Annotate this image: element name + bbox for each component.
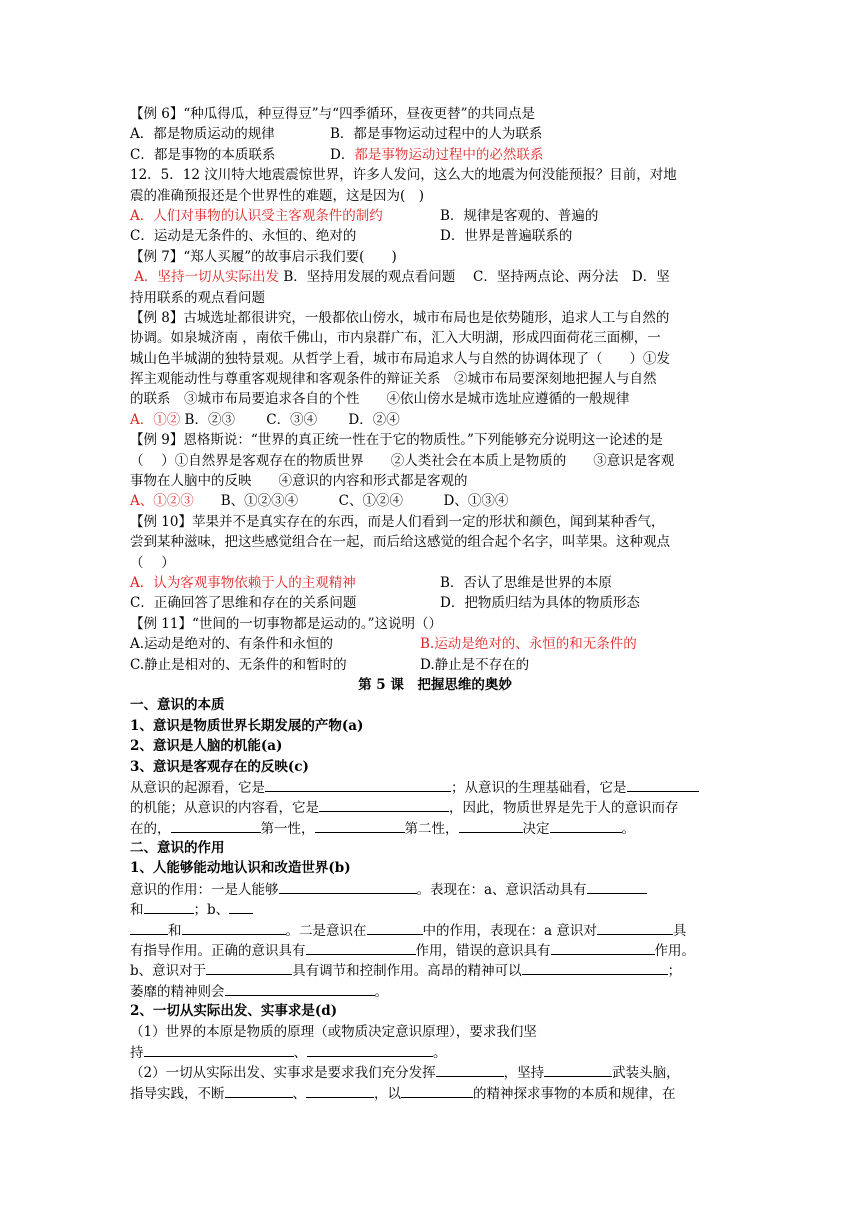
fill-text: 、: [292, 1085, 306, 1102]
example-11-options-cd: [130, 655, 740, 675]
option-a-answer: A．人们对事物的认识受主客观条件的制约: [130, 207, 383, 224]
answer-blank[interactable]: [306, 940, 416, 955]
section-2-heading: 二、意识的作用: [130, 840, 225, 857]
fill-text: 在的，: [130, 820, 171, 837]
question-12-line-1: 12．5．12 汶川特大地震震惊世界，许多人发问，这么大的地震为何没能预报？目前，对地: [130, 167, 677, 184]
example-10-line-3: （ ）: [130, 554, 175, 571]
answer-blank[interactable]: [315, 818, 405, 833]
options-bcd: B．②③ C．③④ D．②④: [180, 411, 400, 428]
answer-blank[interactable]: [587, 879, 647, 894]
option-a-answer: A．坚持一切从实际出发: [134, 269, 280, 286]
fill-paragraph-1-line-1: [130, 777, 740, 797]
fill-text: 从意识的起源看，它是: [130, 779, 265, 796]
option-d: D.静止是不存在的: [420, 656, 530, 673]
answer-blank[interactable]: [551, 940, 655, 955]
example-11-options-ab: [130, 634, 740, 654]
fill-paragraph-2-line-5: [130, 960, 740, 980]
fill-text: 、: [293, 1044, 307, 1061]
fill-paragraph-2-line-6: [130, 981, 740, 1001]
option-d-answer: 都是事物运动过程中的必然联系: [354, 146, 544, 163]
option-c: C．正确回答了思维和存在的关系问题: [130, 595, 357, 612]
fill-text: 和: [130, 902, 144, 919]
option-b: B．都是事物运动过程中的人为联系: [330, 126, 543, 143]
fill-text: （2）一切从实际出发、实事求是要求我们充分发挥: [130, 1065, 436, 1082]
section-1-heading: 一、意识的本质: [130, 697, 225, 714]
fill-text: ；从意识的生理基础看，它是: [451, 779, 627, 796]
option-a: A.运动是绝对的、有条件和永恒的: [130, 636, 334, 653]
answer-blank[interactable]: [319, 797, 449, 812]
question-12-options-cd: [130, 226, 740, 246]
example-8-line-3: 城山色半城湖的独特景观。从哲学上看，城市布局追求人与自然的协调体现了（ ）①发: [130, 350, 670, 367]
option-c: C．都是事物的本质联系: [130, 146, 276, 163]
answer-blank[interactable]: [279, 879, 417, 894]
fill-text: 萎靡的精神则会: [130, 983, 225, 1000]
option-a-answer: A．①②: [130, 411, 181, 428]
fill-text: 和: [168, 922, 182, 939]
options-bcd: B、①②③④ C、①②④ D、①③④: [193, 493, 509, 510]
fill-paragraph-2-line-2: [130, 899, 740, 919]
option-a-answer: A．认为客观事物依赖于人的主观精神: [130, 574, 356, 591]
option-b-answer: B.运动是绝对的、永恒的和无条件的: [420, 636, 637, 653]
answer-blank[interactable]: [144, 1042, 294, 1057]
fill-text: 的机能；从意识的内容看，它是: [130, 800, 319, 817]
fill-paragraph-3-line-2: [130, 1042, 740, 1062]
answer-blank[interactable]: [225, 1083, 293, 1098]
example-8-line-1: 【例 8】古城选址都很讲究，一般都依山傍水，城市布局也是依势随形，追求人工与自然的: [130, 309, 670, 326]
example-8-line-2: 协调。如泉城济南 ，南依千佛山，市内泉群广布，汇入大明湖，形成四面荷花三面柳，一: [130, 330, 661, 347]
fill-text: ，以: [374, 1085, 401, 1102]
fill-text: 武装头脑，: [612, 1065, 680, 1082]
fill-text: ；b、: [193, 902, 230, 919]
fill-text: 第一性，: [260, 820, 315, 837]
fill-paragraph-2-line-1: [130, 879, 740, 899]
answer-blank[interactable]: [436, 1062, 504, 1077]
example-10-line-1: 【例 10】苹果并不是真实存在的东西，而是人们看到一定的形状和颜色，闻到某种香气，: [130, 513, 665, 530]
fill-paragraph-4-line-1: [130, 1062, 740, 1082]
fill-text: 持: [130, 1044, 144, 1061]
fill-text: 具有调节和控制作用。高昂的精神可以: [292, 963, 522, 980]
answer-blank[interactable]: [225, 981, 375, 996]
example-6-options-ab: [130, 124, 740, 144]
fill-text: 。: [433, 1044, 447, 1061]
answer-blank[interactable]: [182, 920, 286, 935]
example-8-line-5: 的联系 ③城市布局要追求各自的个性 ④依山傍水是城市选址应遵循的一般规律: [130, 391, 630, 408]
example-6-options-cd: [130, 145, 740, 165]
answer-blank[interactable]: [229, 899, 253, 914]
option-d-letter: D．: [330, 146, 355, 163]
example-7-options: [130, 267, 740, 287]
example-9-options: [130, 491, 740, 511]
fill-text: 作用。: [654, 943, 695, 960]
fill-paragraph-2-line-4: [130, 940, 740, 960]
example-9-line-2: （ ）①自然界是客观存在的物质世界 ②人类社会在本质上是物质的 ③意识是客观: [130, 452, 675, 469]
answer-blank[interactable]: [206, 960, 292, 975]
fill-text: 。表现在：a、意识活动具有: [416, 881, 587, 898]
option-b: B．否认了思维是世界的本原: [440, 574, 612, 591]
lesson-title: 第 5 课 把握思维的奥妙: [358, 676, 512, 693]
fill-text: 中的作用，表现在：a 意识对: [422, 922, 597, 939]
section-1-point-1: 1、意识是物质世界长期发展的产物(a): [130, 717, 364, 734]
answer-blank[interactable]: [544, 1062, 612, 1077]
fill-paragraph-2-line-3: [130, 920, 740, 940]
option-d: D．世界是普遍联系的: [440, 228, 573, 245]
fill-text: 指导实践，不断: [130, 1085, 225, 1102]
option-a: A．都是物质运动的规律: [130, 126, 275, 143]
fill-text: 决定: [522, 820, 550, 837]
answer-blank[interactable]: [265, 777, 451, 792]
example-9-line-3: 事物在人脑中的反映 ④意识的内容和形式都是客观的: [130, 473, 468, 490]
answer-blank[interactable]: [522, 960, 668, 975]
option-c: C．运动是无条件的、永恒的、绝对的: [130, 228, 357, 245]
fill-paragraph-4-line-2: [130, 1083, 740, 1103]
fill-text: 意识的作用：一是人能够: [130, 881, 279, 898]
fill-text: 具: [672, 922, 687, 939]
section-1-point-3: 3、意识是客观存在的反映(c): [130, 758, 309, 775]
option-d: D．把物质归结为具体的物质形态: [440, 595, 640, 612]
answer-blank[interactable]: [627, 777, 699, 792]
fill-text: b、意识对于: [130, 963, 207, 980]
question-12-options-ab: [130, 206, 740, 226]
answer-blank[interactable]: [367, 920, 423, 935]
option-a-answer: A、①②③: [130, 493, 194, 510]
example-7-options-cont: 持用联系的观点看问题: [130, 289, 265, 306]
fill-paragraph-1-line-2: [130, 797, 740, 817]
fill-text: 。: [374, 983, 388, 1000]
example-8-options: [130, 410, 740, 430]
option-c: C.静止是相对的、无条件的和暂时的: [130, 656, 347, 673]
answer-blank[interactable]: [307, 1042, 433, 1057]
fill-text: ；: [667, 963, 682, 980]
example-6-question: 【例 6】“种瓜得瓜，种豆得豆”与“四季循环，昼夜更替”的共同点是: [130, 106, 535, 122]
example-7-question: 【例 7】“郑人买履”的故事启示我们要( ): [130, 248, 397, 265]
example-11-question: 【例 11】“世间的一切事物都是运动的。”这说明（）: [130, 615, 443, 632]
fill-text: 的精神探求事物的本质和规律，在: [473, 1085, 676, 1102]
fill-paragraph-3-line-1: （1）世界的本原是物质的原理（或物质决定意识原理），要求我们坚: [130, 1023, 537, 1040]
answer-blank[interactable]: [597, 920, 673, 935]
answer-blank[interactable]: [550, 818, 622, 833]
fill-text: 第二性，: [404, 820, 459, 837]
fill-text: 有指导作用。正确的意识具有: [130, 943, 306, 960]
section-2-point-2: 2、一切从实际出发、实事求是(d): [130, 1003, 338, 1020]
section-2-point-1: 1、人能够能动地认识和改造世界(b): [130, 860, 351, 877]
option-b: B．规律是客观的、普遍的: [440, 207, 599, 224]
example-10-options-cd: [130, 593, 740, 613]
example-8-line-4: 挥主观能动性与尊重客观规律和客观条件的辩证关系 ②城市布局要深刻地把握人与自然: [130, 371, 657, 388]
fill-text: 。: [621, 820, 635, 837]
question-12-line-2: 震的准确预报还是个世界性的难题，这是因为( ): [130, 187, 425, 204]
answer-blank[interactable]: [144, 899, 194, 914]
fill-text: ，因此，物质世界是先于人的意识而存: [449, 800, 679, 817]
answer-blank[interactable]: [130, 920, 168, 935]
fill-paragraph-1-line-3: [130, 818, 740, 838]
fill-text: 作用，错误的意识具有: [415, 943, 551, 960]
fill-text: ，坚持: [503, 1065, 545, 1082]
section-1-point-2: 2、意识是人脑的机能(a): [130, 738, 283, 755]
answer-blank[interactable]: [171, 818, 261, 833]
answer-blank[interactable]: [306, 1083, 374, 1098]
example-9-line-1: 【例 9】恩格斯说：“世界的真正统一性在于它的物质性。”下列能够充分说明这一论述的是: [130, 432, 663, 449]
example-10-line-2: 尝到某种滋味，把这些感觉组合在一起，而后给这感觉的组合起个名字，叫苹果。这种观点: [130, 534, 670, 551]
example-10-options-ab: [130, 573, 740, 593]
answer-blank[interactable]: [459, 818, 523, 833]
options-bcd: B．坚持用发展的观点看问题 C．坚持两点论、两分法 D．坚: [283, 269, 670, 286]
answer-blank[interactable]: [401, 1083, 473, 1098]
document-page: [130, 104, 740, 1103]
fill-text: 。二是意识在: [285, 922, 367, 939]
